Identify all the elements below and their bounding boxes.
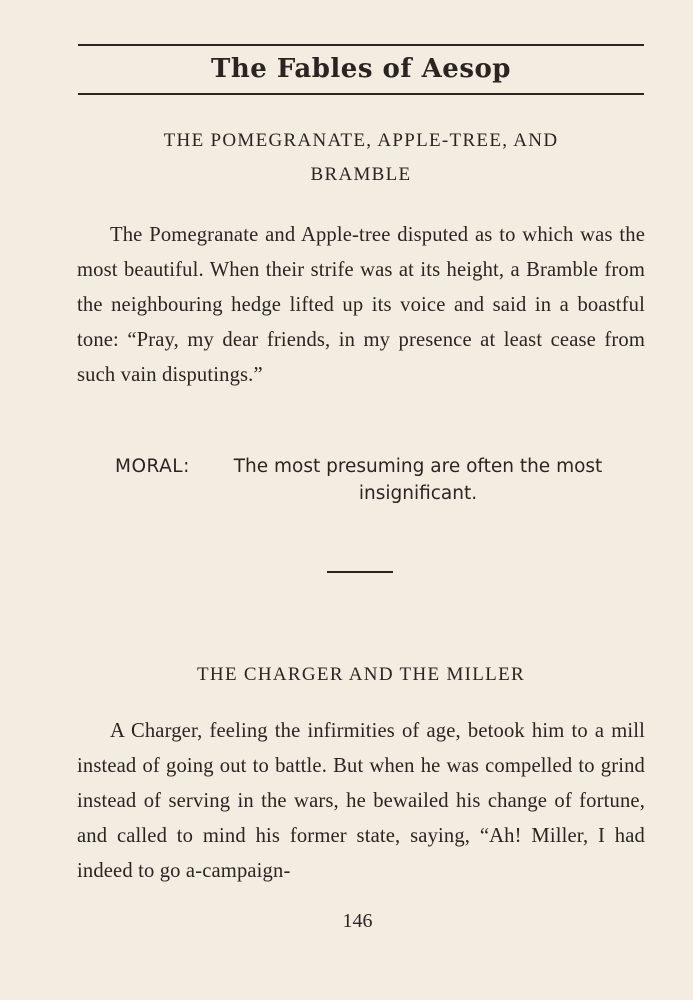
fable-title [78,658,644,692]
fable-title-line: BRAMBLE [310,164,412,185]
header-rule-top [78,44,644,46]
fable-title [78,124,644,192]
moral-label: MORAL: [115,456,190,477]
fable-title-line: THE CHARGER AND THE MILLER [197,664,525,685]
page-number: 146 [342,910,373,932]
header-rule-bottom [78,93,644,95]
section-divider [327,571,393,573]
moral-text: The most presuming are often the most insignificant. [233,456,603,504]
running-head: The Fables of Aesop [211,54,511,84]
fable-text: A Charger, feeling the infirmities of age, betook him to a mill instead of going out to battle. But when he was compelled to grind instead of serving in the wars, he bewailed his change of fortune, and called to mind his former state, saying, “Ah! Miller, I had indeed to go a-campaign- [77,720,645,882]
fable-title-line: THE POMEGRANATE, APPLE-TREE, AND [163,130,559,151]
fable-text: The Pomegranate and Apple-tree disputed as to which was the most beautiful. When their strife was at its height, a Bramble from the neighbouring hedge lifted up its voice and said in a boastful tone: “Pray, my dear friends, in my presence at least cease from such vain disputings.” [77,224,645,386]
